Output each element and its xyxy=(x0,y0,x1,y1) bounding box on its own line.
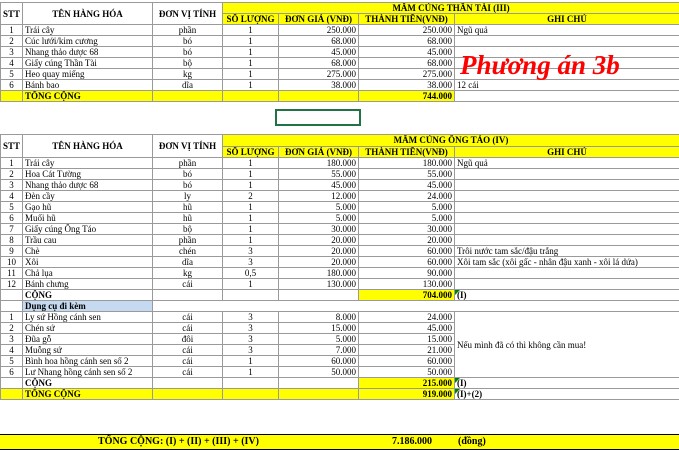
tools-note[interactable]: Nếu mình đã có thì không cần mua! xyxy=(455,312,679,378)
cell-unit[interactable]: cái xyxy=(153,323,223,334)
cell-qty[interactable]: 1 xyxy=(223,213,279,224)
cell-name[interactable]: Bánh chưng xyxy=(23,279,153,290)
cell-stt[interactable]: 6 xyxy=(1,367,23,378)
cell-price[interactable]: 55.000 xyxy=(279,169,359,180)
tools-subtotal-blank[interactable] xyxy=(1,378,23,389)
cell-total[interactable]: 38.000 xyxy=(359,80,455,91)
header-unit[interactable]: ĐƠN VỊ TÍNH xyxy=(153,135,223,158)
cell-qty[interactable]: 1 xyxy=(223,180,279,191)
subtotal-cell-blank[interactable] xyxy=(223,290,279,301)
cell-price[interactable]: 68.000 xyxy=(279,58,359,69)
cell-qty[interactable]: 1 xyxy=(223,356,279,367)
final-total-unit: (đồng) xyxy=(458,435,486,449)
cell-qty[interactable]: 1 xyxy=(223,158,279,169)
cell-stt[interactable]: 1 xyxy=(1,312,23,323)
subtotal-note-text: (I) xyxy=(457,290,467,300)
cell-total[interactable]: 5.000 xyxy=(359,213,455,224)
total-cell-blank[interactable] xyxy=(279,91,359,102)
cell-unit[interactable]: phần xyxy=(153,158,223,169)
table-row xyxy=(1,268,679,279)
subtotal-note[interactable] xyxy=(455,290,679,301)
cell-name[interactable]: Trái cây xyxy=(23,25,153,36)
grand-label[interactable]: TỔNG CỘNG xyxy=(23,389,153,400)
cell-total[interactable]: 45.000 xyxy=(359,180,455,191)
total-cell-blank[interactable] xyxy=(1,91,23,102)
cell-qty[interactable]: 1 xyxy=(223,235,279,246)
cell-unit[interactable]: cái xyxy=(153,312,223,323)
table-row xyxy=(1,25,679,36)
cell-price[interactable]: 8.000 xyxy=(279,312,359,323)
cell-qty[interactable]: 1 xyxy=(223,202,279,213)
cell-qty[interactable]: 1 xyxy=(223,69,279,80)
cell-note[interactable] xyxy=(455,235,679,246)
cell-name[interactable]: Chè xyxy=(23,246,153,257)
cell-qty[interactable]: 1 xyxy=(223,367,279,378)
cell-stt[interactable]: 2 xyxy=(1,36,23,47)
cell-unit[interactable]: cái xyxy=(153,345,223,356)
cell-note[interactable] xyxy=(455,191,679,202)
cell-unit[interactable]: bó xyxy=(153,180,223,191)
table-ong-tao xyxy=(0,134,679,400)
cell-unit[interactable]: dĩa xyxy=(153,80,223,91)
grand-cell-blank[interactable] xyxy=(223,389,279,400)
cell-name[interactable]: Trái cây xyxy=(23,158,153,169)
cell-qty[interactable]: 3 xyxy=(223,257,279,268)
cell-price[interactable]: 5.000 xyxy=(279,334,359,345)
cell-note[interactable] xyxy=(455,279,679,290)
table-row xyxy=(1,257,679,268)
cell-unit[interactable]: chén xyxy=(153,246,223,257)
cell-unit[interactable]: cái xyxy=(153,279,223,290)
grand-cell-blank[interactable] xyxy=(153,389,223,400)
cell-name[interactable]: Hoa Cát Tường xyxy=(23,169,153,180)
table-row xyxy=(1,224,679,235)
grand-value[interactable]: 919.000 xyxy=(359,389,455,400)
header-stt[interactable]: STT xyxy=(1,3,23,25)
tools-subtotal-blank[interactable] xyxy=(223,378,279,389)
cell-name[interactable]: Đèn cầy xyxy=(23,191,153,202)
section-label[interactable]: Dụng cụ đi kèm xyxy=(23,301,153,312)
table-row xyxy=(1,158,679,169)
cell-stt[interactable]: 8 xyxy=(1,235,23,246)
cell-total[interactable]: 60.000 xyxy=(359,356,455,367)
cell-name[interactable]: Muỗng sứ xyxy=(23,345,153,356)
tools-subtotal-note[interactable] xyxy=(455,378,679,389)
subtotal-value[interactable]: 704.000 xyxy=(359,290,455,301)
total-cell-blank[interactable] xyxy=(455,91,679,102)
cell-stt[interactable]: 4 xyxy=(1,58,23,69)
cell-unit[interactable]: bó xyxy=(153,169,223,180)
total-value[interactable]: 744.000 xyxy=(359,91,455,102)
cell-total[interactable]: 60.000 xyxy=(359,246,455,257)
cell-unit[interactable]: bó xyxy=(153,47,223,58)
cell-qty[interactable]: 1 xyxy=(223,47,279,58)
cell-name[interactable]: Nhang thảo dược 68 xyxy=(23,47,153,58)
header-unit[interactable]: ĐƠN VỊ TÍNH xyxy=(153,3,223,25)
cell-price[interactable]: 250.000 xyxy=(279,25,359,36)
cell-name[interactable]: Đũa gỗ xyxy=(23,334,153,345)
cell-total[interactable]: 24.000 xyxy=(359,191,455,202)
cell-name[interactable]: Trầu cau xyxy=(23,235,153,246)
cell-note[interactable]: Xôi tam sắc (xôi gấc - nhân đậu xanh - xôi lá dứa) xyxy=(455,257,679,268)
header-price[interactable]: ĐƠN GIÁ (VNĐ) xyxy=(279,14,359,25)
header-qty[interactable]: SỐ LƯỢNG xyxy=(223,14,279,25)
cell-unit[interactable]: bó xyxy=(153,36,223,47)
cell-note[interactable] xyxy=(455,180,679,191)
header-price[interactable]: ĐƠN GIÁ (VNĐ) xyxy=(279,146,359,158)
cell-price[interactable]: 38.000 xyxy=(279,80,359,91)
cell-qty[interactable]: 2 xyxy=(223,191,279,202)
table-row xyxy=(1,235,679,246)
table-row xyxy=(1,191,679,202)
table-row xyxy=(1,180,679,191)
cell-total[interactable]: 180.000 xyxy=(359,158,455,169)
header-total[interactable]: THÀNH TIỀN(VNĐ) xyxy=(359,14,455,25)
cell-name[interactable]: Lư Nhang hồng cánh sen số 2 xyxy=(23,367,153,378)
cell-stt[interactable]: 1 xyxy=(1,25,23,36)
cell-note[interactable]: Ngũ quả xyxy=(455,25,679,36)
cell-stt[interactable]: 7 xyxy=(1,224,23,235)
cell-stt[interactable]: 3 xyxy=(1,180,23,191)
section-cell-blank[interactable] xyxy=(1,301,23,312)
cell-price[interactable]: 5.000 xyxy=(279,213,359,224)
cell-total[interactable]: 15.000 xyxy=(359,334,455,345)
header-name[interactable]: TÊN HÀNG HÓA xyxy=(23,135,153,158)
cell-unit[interactable]: phần xyxy=(153,25,223,36)
cell-name[interactable]: Nhang thảo dược 68 xyxy=(23,180,153,191)
cell-stt[interactable]: 4 xyxy=(1,345,23,356)
header-qty[interactable]: SỐ LƯỢNG xyxy=(223,146,279,158)
cell-price[interactable]: 60.000 xyxy=(279,356,359,367)
subtotal-cell-blank[interactable] xyxy=(279,290,359,301)
table-row xyxy=(1,169,679,180)
cell-total[interactable]: 55.000 xyxy=(359,169,455,180)
cell-note[interactable] xyxy=(455,36,679,47)
cell-price[interactable]: 20.000 xyxy=(279,235,359,246)
cell-unit[interactable]: cái xyxy=(153,356,223,367)
cell-unit[interactable]: hũ xyxy=(153,213,223,224)
table-row xyxy=(1,202,679,213)
total-cell-blank[interactable] xyxy=(153,91,223,102)
final-total-row[interactable] xyxy=(0,434,679,450)
total-label[interactable]: TỔNG CỘNG xyxy=(23,91,153,102)
cell-unit[interactable]: bộ xyxy=(153,224,223,235)
final-total-label: TỔNG CỘNG: (I) + (II) + (III) + (IV) xyxy=(98,435,259,449)
header-note[interactable]: GHI CHÚ xyxy=(455,14,679,25)
table-row xyxy=(1,213,679,224)
cell-stt[interactable]: 6 xyxy=(1,80,23,91)
cell-qty[interactable]: 3 xyxy=(223,312,279,323)
grand-note[interactable] xyxy=(455,389,679,400)
cell-qty[interactable]: 3 xyxy=(223,246,279,257)
cell-name[interactable]: Xôi xyxy=(23,257,153,268)
tools-subtotal-label[interactable]: CỘNG xyxy=(23,378,153,389)
table-row xyxy=(1,80,679,91)
comment-indicator xyxy=(455,290,460,295)
cell-qty[interactable]: 0,5 xyxy=(223,268,279,279)
cell-qty[interactable]: 3 xyxy=(223,334,279,345)
cell-stt[interactable]: 6 xyxy=(1,213,23,224)
cell-total[interactable]: 45.000 xyxy=(359,47,455,58)
cell-total[interactable]: 20.000 xyxy=(359,235,455,246)
grand-note-text: (I)+(2) xyxy=(457,389,482,399)
cell-stt[interactable]: 3 xyxy=(1,334,23,345)
cell-price[interactable]: 30.000 xyxy=(279,224,359,235)
cell-total[interactable]: 30.000 xyxy=(359,224,455,235)
cell-total[interactable]: 275.000 xyxy=(359,69,455,80)
cell-total[interactable]: 5.000 xyxy=(359,202,455,213)
cell-price[interactable]: 5.000 xyxy=(279,202,359,213)
header-stt[interactable]: STT xyxy=(1,135,23,158)
cell-note[interactable] xyxy=(455,202,679,213)
cell-note[interactable] xyxy=(455,224,679,235)
cell-total[interactable]: 68.000 xyxy=(359,58,455,69)
subtotal-cell-blank[interactable] xyxy=(1,290,23,301)
cell-name[interactable]: Heo quay miếng xyxy=(23,69,153,80)
subtotal-cell-blank[interactable] xyxy=(153,290,223,301)
table-row xyxy=(1,279,679,290)
cell-price[interactable]: 12.000 xyxy=(279,191,359,202)
cell-qty[interactable]: 1 xyxy=(223,36,279,47)
tools-subtotal-blank[interactable] xyxy=(153,378,223,389)
cell-stt[interactable]: 4 xyxy=(1,191,23,202)
cell-note[interactable]: 12 cái xyxy=(455,80,679,91)
cell-price[interactable]: 180.000 xyxy=(279,158,359,169)
plan-label: Phương án 3b xyxy=(460,50,620,81)
final-total-value: 7.186.000 xyxy=(392,435,432,449)
cell-price[interactable]: 45.000 xyxy=(279,180,359,191)
cell-stt[interactable]: 11 xyxy=(1,268,23,279)
cell-name[interactable]: Chả lụa xyxy=(23,268,153,279)
cell-note[interactable] xyxy=(455,169,679,180)
cell-price[interactable]: 20.000 xyxy=(279,257,359,268)
cell-unit[interactable]: kg xyxy=(153,69,223,80)
table-row xyxy=(1,312,679,323)
cell-total[interactable]: 24.000 xyxy=(359,312,455,323)
cell-qty[interactable]: 1 xyxy=(223,80,279,91)
cell-qty[interactable]: 3 xyxy=(223,323,279,334)
cell-stt[interactable]: 12 xyxy=(1,279,23,290)
cell-name[interactable]: Chén sứ xyxy=(23,323,153,334)
cell-total[interactable]: 250.000 xyxy=(359,25,455,36)
cell-total[interactable]: 50.000 xyxy=(359,367,455,378)
cell-price[interactable]: 15.000 xyxy=(279,323,359,334)
cell-note[interactable]: Ngũ quả xyxy=(455,158,679,169)
cell-name[interactable]: Cúc lưới/kim cương xyxy=(23,36,153,47)
tools-subtotal-value[interactable]: 215.000 xyxy=(359,378,455,389)
cell-name[interactable]: Bình hoa hồng cánh sen số 2 xyxy=(23,356,153,367)
cell-qty[interactable]: 1 xyxy=(223,25,279,36)
cell-qty[interactable]: 1 xyxy=(223,58,279,69)
cell-price[interactable]: 180.000 xyxy=(279,268,359,279)
cell-unit[interactable]: ly xyxy=(153,191,223,202)
table-row xyxy=(1,246,679,257)
cell-note[interactable] xyxy=(455,268,679,279)
cell-total[interactable]: 45.000 xyxy=(359,323,455,334)
cell-stt[interactable]: 10 xyxy=(1,257,23,268)
cell-unit[interactable]: phần xyxy=(153,235,223,246)
cell-unit[interactable]: dĩa xyxy=(153,257,223,268)
cell-price[interactable]: 275.000 xyxy=(279,69,359,80)
cell-stt[interactable]: 5 xyxy=(1,356,23,367)
cell-stt[interactable]: 2 xyxy=(1,169,23,180)
cell-total[interactable]: 130.000 xyxy=(359,279,455,290)
cell-total[interactable]: 90.000 xyxy=(359,268,455,279)
cell-name[interactable]: Ly sứ Hồng cánh sen xyxy=(23,312,153,323)
cell-unit[interactable]: bộ xyxy=(153,58,223,69)
header-name[interactable]: TÊN HÀNG HÓA xyxy=(23,3,153,25)
section-cell-blank[interactable] xyxy=(153,301,679,312)
cell-qty[interactable]: 1 xyxy=(223,169,279,180)
cell-price[interactable]: 20.000 xyxy=(279,246,359,257)
cell-price[interactable]: 50.000 xyxy=(279,367,359,378)
cell-unit[interactable]: cái xyxy=(153,367,223,378)
cell-total[interactable]: 21.000 xyxy=(359,345,455,356)
cell-unit[interactable]: đôi xyxy=(153,334,223,345)
tools-subtotal-blank[interactable] xyxy=(279,378,359,389)
cell-name[interactable]: Giấy cúng Thần Tài xyxy=(23,58,153,69)
cell-stt[interactable]: 3 xyxy=(1,47,23,58)
grand-cell-blank[interactable] xyxy=(279,389,359,400)
header-note[interactable]: GHI CHÚ xyxy=(455,146,679,158)
cell-qty[interactable]: 1 xyxy=(223,224,279,235)
cell-name[interactable]: Gạo hũ xyxy=(23,202,153,213)
cell-name[interactable]: Bánh bao xyxy=(23,80,153,91)
cell-qty[interactable]: 3 xyxy=(223,345,279,356)
cell-stt[interactable]: 2 xyxy=(1,323,23,334)
cell-price[interactable]: 45.000 xyxy=(279,47,359,58)
cell-stt[interactable]: 1 xyxy=(1,158,23,169)
cell-unit[interactable]: hũ xyxy=(153,202,223,213)
cell-note[interactable] xyxy=(455,213,679,224)
cell-price[interactable]: 68.000 xyxy=(279,36,359,47)
cell-price[interactable]: 130.000 xyxy=(279,279,359,290)
grand-cell-blank[interactable] xyxy=(1,389,23,400)
cell-name[interactable]: Muối hũ xyxy=(23,213,153,224)
cell-note[interactable]: Trôi nước tam sắc/đậu trắng xyxy=(455,246,679,257)
comment-indicator xyxy=(455,389,460,394)
cell-total[interactable]: 68.000 xyxy=(359,36,455,47)
header-group[interactable]: MÂM CÚNG ÔNG TÁO (IV) xyxy=(223,135,679,147)
subtotal-label[interactable]: CỘNG xyxy=(23,290,153,301)
cell-total[interactable]: 60.000 xyxy=(359,257,455,268)
cell-stt[interactable]: 9 xyxy=(1,246,23,257)
header-group[interactable]: MÂM CÚNG THẦN TÀI (III) xyxy=(223,3,679,14)
cell-price[interactable]: 7.000 xyxy=(279,345,359,356)
table-row xyxy=(1,36,679,47)
cell-name[interactable]: Giấy cúng Ông Táo xyxy=(23,224,153,235)
tools-subtotal-note-text: (I) xyxy=(457,378,467,388)
cell-stt[interactable]: 5 xyxy=(1,69,23,80)
total-cell-blank[interactable] xyxy=(223,91,279,102)
header-total[interactable]: THÀNH TIỀN(VNĐ) xyxy=(359,146,455,158)
selected-cell[interactable] xyxy=(275,109,361,126)
cell-unit[interactable]: kg xyxy=(153,268,223,279)
cell-stt[interactable]: 5 xyxy=(1,202,23,213)
cell-qty[interactable]: 1 xyxy=(223,279,279,290)
comment-indicator xyxy=(455,378,460,383)
